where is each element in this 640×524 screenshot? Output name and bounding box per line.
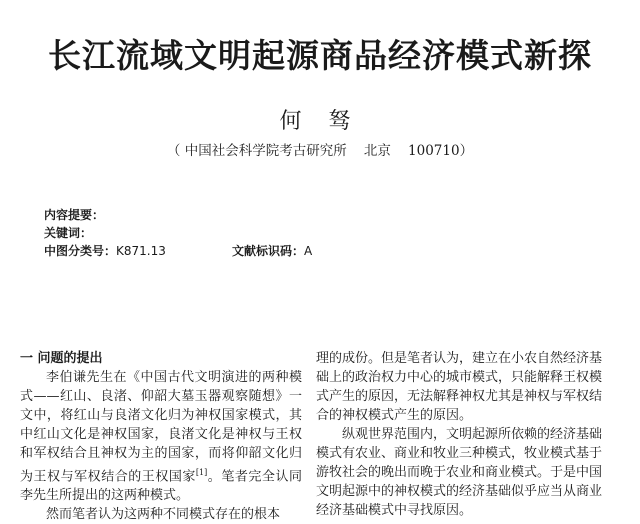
author-affiliation: （ 中国社会科学院考古研究所 北京 100710） — [166, 143, 474, 159]
clc-value: K871.13 — [116, 244, 166, 258]
keywords-row — [44, 224, 92, 241]
right-column — [316, 349, 602, 520]
abstract-label: 内容提要： — [44, 208, 105, 222]
paper-title: 长江流域文明起源商品经济模式新探 — [48, 36, 592, 75]
left-column — [20, 349, 302, 524]
clc-label: 中图分类号： — [44, 244, 117, 258]
doc-code-label: 文献标识码： — [232, 244, 305, 258]
abstract-row — [44, 206, 104, 223]
author-name: 何 驽 — [279, 109, 361, 134]
keywords-label: 关键词： — [44, 226, 93, 240]
classification-row — [44, 242, 313, 259]
right-paragraph-1: 理的成份。但是笔者认为，建立在小农自然经济基础上的政治权力中心的城市模式，只能解释王权模式产生的原因，无法解释神权尤其是神权与军权结合的神权模式产生的原因。 — [316, 351, 603, 423]
left-paragraph-1 — [20, 368, 302, 505]
doc-code-value: A — [304, 244, 313, 258]
citation-ref: [1] — [195, 468, 208, 477]
left-paragraph-1-text-end: 。笔者完全认同李先生所提出的这两种模式。 — [20, 469, 302, 504]
left-paragraph-1-text: 李伯谦先生在《中国古代文明演进的两种模式——红山、良渚、仰韶大墓玉器观察随想》一文中，将红山与良渚文化归为神权国家模式，其中红山文化是神权国家，良渚文化是神权与王权和军权结合且神权为主的国家，而将仰韶文化归为王权与军权结合的王权国家 — [20, 370, 302, 485]
right-paragraph-2: 纵观世界范围内，文明起源所依赖的经济基础模式有农业、商业和牧业三种模式，牧业模式基于游牧社会的晚出而晚于农业和商业模式。于是中国文明起源中的神权模式的经济基础似乎应当从商业经济基础模式中寻找原因。 — [316, 427, 603, 518]
section-heading: 一 问题的提出 — [20, 351, 103, 366]
left-paragraph-2: 然而笔者认为这两种不同模式存在的根本 — [46, 507, 281, 523]
document-code — [232, 242, 312, 259]
